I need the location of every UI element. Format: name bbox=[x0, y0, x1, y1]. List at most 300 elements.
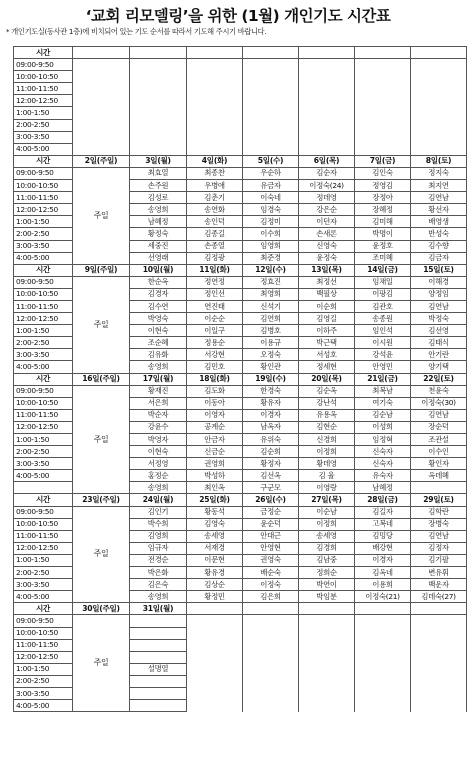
name-cell: 박영숙 bbox=[130, 313, 187, 325]
name-cell: 김은숙 bbox=[130, 579, 187, 591]
time-slot: 3:00-3:50 bbox=[14, 579, 73, 591]
name-cell: 최정선 bbox=[299, 276, 355, 288]
week-header-row bbox=[14, 373, 467, 385]
day-header: 11일(화) bbox=[187, 264, 243, 276]
time-slot: 4:00-5:00 bbox=[14, 700, 73, 712]
time-slot: 10:00-10:50 bbox=[14, 397, 73, 409]
empty-cell bbox=[243, 639, 299, 651]
schedule-row bbox=[14, 615, 467, 627]
name-cell: 송연화 bbox=[187, 204, 243, 216]
name-cell: 황재진 bbox=[130, 385, 187, 397]
time-header: 시간 bbox=[14, 373, 73, 385]
schedule-table bbox=[13, 46, 467, 712]
name-cell: 이정숙(30) bbox=[411, 397, 467, 409]
name-cell: 이동아 bbox=[187, 397, 243, 409]
time-slot: 09:00-9:50 bbox=[14, 276, 73, 288]
time-slot: 09:00-9:50 bbox=[14, 385, 73, 397]
empty-cell bbox=[411, 143, 467, 155]
empty-cell bbox=[243, 131, 299, 143]
name-cell: 김영희 bbox=[130, 530, 187, 542]
time-slot: 2:00-2:50 bbox=[14, 337, 73, 349]
empty-cell bbox=[411, 651, 467, 663]
name-cell: 권영숙 bbox=[243, 554, 299, 566]
name-cell: 김민호 bbox=[187, 361, 243, 373]
name-cell: 박성하 bbox=[187, 470, 243, 482]
empty-cell bbox=[243, 143, 299, 155]
name-cell: 김영길 bbox=[299, 313, 355, 325]
name-cell: 손종열 bbox=[187, 240, 243, 252]
name-cell: 김밍당 bbox=[355, 530, 411, 542]
empty-cell bbox=[299, 71, 355, 83]
name-cell: 강난석 bbox=[299, 397, 355, 409]
empty-cell bbox=[411, 95, 467, 107]
name-cell: 김연희 bbox=[243, 313, 299, 325]
name-cell: 임채일 bbox=[355, 276, 411, 288]
name-cell: 서강현 bbox=[187, 349, 243, 361]
empty-cell bbox=[243, 700, 299, 712]
name-cell: 손새론 bbox=[299, 228, 355, 240]
name-cell: 장순덕 bbox=[411, 421, 467, 433]
time-slot: 2:00-2:50 bbox=[14, 119, 73, 131]
empty-cell bbox=[299, 663, 355, 675]
sunday-cell bbox=[73, 59, 130, 156]
week-header-row bbox=[14, 155, 467, 167]
name-cell: 신숙자 bbox=[355, 458, 411, 470]
name-cell: 신금순 bbox=[187, 446, 243, 458]
name-cell: 이영자 bbox=[187, 409, 243, 421]
day-header: 31일(월) bbox=[130, 603, 187, 615]
name-cell: 서재경 bbox=[187, 542, 243, 554]
time-slot: 4:00-5:00 bbox=[14, 361, 73, 373]
empty-cell bbox=[411, 83, 467, 95]
name-cell: 김학란 bbox=[411, 506, 467, 518]
time-slot: 11:00-11:50 bbox=[14, 530, 73, 542]
name-cell: 천윤숙 bbox=[411, 385, 467, 397]
empty-cell bbox=[187, 143, 243, 155]
name-cell: 황유자 bbox=[243, 397, 299, 409]
name-cell: 김옥네 bbox=[355, 567, 411, 579]
time-slot: 3:00-3:50 bbox=[14, 240, 73, 252]
name-cell: 최인옥 bbox=[187, 482, 243, 494]
name-cell: 양기택 bbox=[411, 361, 467, 373]
time-slot: 1:00-1:50 bbox=[14, 216, 73, 228]
name-cell: 김병호 bbox=[243, 325, 299, 337]
empty-cell bbox=[299, 675, 355, 687]
day-header: 8일(토) bbox=[411, 155, 467, 167]
empty-cell bbox=[187, 131, 243, 143]
time-slot: 3:00-3:50 bbox=[14, 458, 73, 470]
empty-cell bbox=[411, 639, 467, 651]
name-cell: 장정아 bbox=[355, 192, 411, 204]
day-header: 26일(수) bbox=[243, 494, 299, 506]
day-header: 25일(화) bbox=[187, 494, 243, 506]
name-cell: 이수인 bbox=[411, 446, 467, 458]
empty-cell bbox=[187, 627, 243, 639]
name-cell: 황정자 bbox=[243, 458, 299, 470]
name-cell: 공계순 bbox=[187, 421, 243, 433]
name-cell: 김데숙(27) bbox=[411, 591, 467, 603]
empty-cell bbox=[130, 95, 187, 107]
name-cell: 이일구 bbox=[187, 325, 243, 337]
empty-cell bbox=[187, 675, 243, 687]
day-header: 29일(토) bbox=[411, 494, 467, 506]
name-cell: 배영생 bbox=[411, 216, 467, 228]
empty-cell bbox=[299, 131, 355, 143]
name-cell: 이문현 bbox=[187, 554, 243, 566]
time-slot: 10:00-10:50 bbox=[14, 518, 73, 530]
name-cell: 송종원 bbox=[355, 313, 411, 325]
time-slot: 1:00-1:50 bbox=[14, 325, 73, 337]
name-cell: 황정민 bbox=[187, 591, 243, 603]
schedule-row bbox=[14, 167, 467, 179]
day-header: 12일(수) bbox=[243, 264, 299, 276]
name-cell: 임경숙 bbox=[243, 204, 299, 216]
empty-cell bbox=[411, 687, 467, 699]
day-header: 14일(금) bbox=[355, 264, 411, 276]
time-slot bbox=[14, 482, 73, 494]
time-header: 시간 bbox=[14, 47, 73, 59]
name-cell: 임영희 bbox=[243, 240, 299, 252]
name-cell: 이숙네 bbox=[243, 192, 299, 204]
schedule-row bbox=[14, 506, 467, 518]
name-cell: 윤순덕 bbox=[243, 518, 299, 530]
notice-text: * 개인기도실(동사관 1층)에 비치되어 있는 기도 순서를 따라서 기도해 주시기 바랍니다. bbox=[6, 27, 267, 36]
name-cell: 송영희 bbox=[130, 482, 187, 494]
time-header: 시간 bbox=[14, 494, 73, 506]
empty-cell bbox=[355, 663, 411, 675]
name-cell: 안영현 bbox=[243, 542, 299, 554]
time-slot: 10:00-10:50 bbox=[14, 288, 73, 300]
name-cell: 박연이 bbox=[299, 579, 355, 591]
empty-cell bbox=[299, 119, 355, 131]
name-cell: 김남중 bbox=[299, 554, 355, 566]
name-cell: 김관호 bbox=[355, 300, 411, 312]
empty-cell bbox=[187, 83, 243, 95]
name-cell: 전경순 bbox=[130, 554, 187, 566]
name-cell: 강윤수 bbox=[130, 421, 187, 433]
day-header bbox=[355, 603, 411, 615]
name-cell: 김순자 bbox=[299, 167, 355, 179]
day-header: 27일(목) bbox=[299, 494, 355, 506]
name-cell: 최복남 bbox=[355, 385, 411, 397]
time-slot: 11:00-11:50 bbox=[14, 409, 73, 421]
empty-cell bbox=[187, 700, 243, 712]
name-cell bbox=[130, 615, 187, 627]
name-cell: 김연남 bbox=[411, 300, 467, 312]
name-cell: 김연남 bbox=[411, 192, 467, 204]
name-cell: 윤정숙 bbox=[299, 252, 355, 264]
time-slot: 4:00-5:00 bbox=[14, 591, 73, 603]
name-cell: 임정혁 bbox=[355, 434, 411, 446]
empty-cell bbox=[130, 59, 187, 71]
name-cell: 김선영 bbox=[411, 325, 467, 337]
sunday-cell: 주일 bbox=[73, 615, 130, 712]
page-title: ‘교회 리모델링’을 위한 (1월) 개인기도 시간표 bbox=[85, 7, 391, 25]
empty-cell bbox=[411, 59, 467, 71]
day-header: 15일(토) bbox=[411, 264, 467, 276]
name-cell: 배순숙 bbox=[243, 567, 299, 579]
empty-cell bbox=[355, 675, 411, 687]
time-slot: 09:00-9:50 bbox=[14, 167, 73, 179]
name-cell: 박임분 bbox=[299, 591, 355, 603]
day-header bbox=[411, 603, 467, 615]
time-slot: 2:00-2:50 bbox=[14, 446, 73, 458]
name-cell: 박영자 bbox=[130, 434, 187, 446]
name-cell: 김순옥 bbox=[299, 385, 355, 397]
name-cell: 최효열 bbox=[130, 167, 187, 179]
name-cell: 이정희 bbox=[299, 518, 355, 530]
week-header-row bbox=[14, 264, 467, 276]
name-cell: 배강현 bbox=[355, 542, 411, 554]
time-slot: 2:00-2:50 bbox=[14, 228, 73, 240]
week-header-row bbox=[14, 603, 467, 615]
name-cell: 이팡김 bbox=[355, 288, 411, 300]
schedule-row bbox=[14, 276, 467, 288]
empty-cell bbox=[355, 687, 411, 699]
name-cell: 강석윤 bbox=[355, 349, 411, 361]
day-header bbox=[130, 47, 187, 59]
empty-cell bbox=[355, 651, 411, 663]
name-cell: 송세영 bbox=[187, 530, 243, 542]
name-cell: 황동석 bbox=[187, 506, 243, 518]
name-cell: 김은희 bbox=[243, 591, 299, 603]
sunday-cell: 주일 bbox=[73, 506, 130, 603]
name-cell: 이정숙(24) bbox=[299, 180, 355, 192]
empty-cell bbox=[355, 700, 411, 712]
time-slot: 11:00-11:50 bbox=[14, 300, 73, 312]
name-cell bbox=[130, 627, 187, 639]
day-header-sunday: 23일(주일) bbox=[73, 494, 130, 506]
name-cell: 김상순 bbox=[187, 579, 243, 591]
day-header: 24일(월) bbox=[130, 494, 187, 506]
name-cell: 고복네 bbox=[355, 518, 411, 530]
empty-cell bbox=[130, 71, 187, 83]
time-header: 시간 bbox=[14, 603, 73, 615]
name-cell: 김 율 bbox=[299, 470, 355, 482]
name-cell bbox=[130, 639, 187, 651]
name-cell: 황정숙 bbox=[130, 228, 187, 240]
empty-cell bbox=[187, 95, 243, 107]
empty-cell bbox=[187, 687, 243, 699]
empty-cell bbox=[243, 663, 299, 675]
time-slot: 3:00-3:50 bbox=[14, 687, 73, 699]
name-cell: 이현숙 bbox=[130, 325, 187, 337]
empty-cell bbox=[187, 651, 243, 663]
time-slot: 09:00-9:50 bbox=[14, 506, 73, 518]
name-cell: 김순남 bbox=[355, 409, 411, 421]
name-cell: 임규자 bbox=[130, 542, 187, 554]
empty-cell bbox=[187, 615, 243, 627]
sunday-cell: 주일 bbox=[73, 385, 130, 494]
name-cell: 김기팔 bbox=[411, 554, 467, 566]
day-header: 4일(화) bbox=[187, 155, 243, 167]
time-slot: 1:00-1:50 bbox=[14, 663, 73, 675]
name-cell: 정세현 bbox=[299, 361, 355, 373]
time-slot: 12:00-12:50 bbox=[14, 421, 73, 433]
day-header bbox=[187, 47, 243, 59]
name-cell: 우순하 bbox=[243, 167, 299, 179]
day-header bbox=[299, 47, 355, 59]
name-cell: 김도화 bbox=[187, 385, 243, 397]
name-cell: 이용규 bbox=[243, 337, 299, 349]
name-cell: 유위숙 bbox=[243, 434, 299, 446]
name-cell: 조순혜 bbox=[130, 337, 187, 349]
name-cell: 정인선 bbox=[187, 288, 243, 300]
name-cell: 송인덕 bbox=[187, 216, 243, 228]
day-header bbox=[243, 47, 299, 59]
name-cell: 김정자 bbox=[411, 542, 467, 554]
empty-cell bbox=[187, 663, 243, 675]
time-header: 시간 bbox=[14, 264, 73, 276]
empty-cell bbox=[411, 107, 467, 119]
day-header bbox=[243, 603, 299, 615]
name-cell: 안영민 bbox=[355, 361, 411, 373]
time-slot: 12:00-12:50 bbox=[14, 651, 73, 663]
name-cell: 정영김 bbox=[355, 180, 411, 192]
day-header-sunday: 16일(주일) bbox=[73, 373, 130, 385]
name-cell: 서성호 bbox=[299, 349, 355, 361]
empty-cell bbox=[299, 700, 355, 712]
name-cell: 강은순 bbox=[299, 204, 355, 216]
day-header-sunday: 9일(주일) bbox=[73, 264, 130, 276]
name-cell: 박수희 bbox=[130, 518, 187, 530]
name-cell: 이해경 bbox=[411, 276, 467, 288]
time-slot: 12:00-12:50 bbox=[14, 204, 73, 216]
empty-cell bbox=[411, 663, 467, 675]
name-cell: 김인숙 bbox=[355, 167, 411, 179]
name-cell: 김선옥 bbox=[243, 470, 299, 482]
empty-cell bbox=[411, 131, 467, 143]
name-cell: 우병애 bbox=[187, 180, 243, 192]
empty-cell bbox=[187, 71, 243, 83]
empty-cell bbox=[355, 615, 411, 627]
name-cell bbox=[130, 651, 187, 663]
day-header: 22일(토) bbox=[411, 373, 467, 385]
day-header-sunday bbox=[73, 47, 130, 59]
name-cell: 한경숙 bbox=[243, 385, 299, 397]
name-cell: 변유휘 bbox=[411, 567, 467, 579]
name-cell: 송영희 bbox=[130, 204, 187, 216]
day-header: 6일(목) bbox=[299, 155, 355, 167]
empty-cell bbox=[299, 687, 355, 699]
time-slot: 4:00-5:00 bbox=[14, 143, 73, 155]
name-cell: 안대근 bbox=[243, 530, 299, 542]
name-cell: 황데영 bbox=[299, 458, 355, 470]
name-cell: 손주원 bbox=[130, 180, 187, 192]
empty-cell bbox=[243, 687, 299, 699]
name-cell: 최준경 bbox=[243, 252, 299, 264]
empty-cell bbox=[187, 119, 243, 131]
name-cell: 김금자 bbox=[411, 252, 467, 264]
name-cell: 이순순 bbox=[187, 313, 243, 325]
empty-cell bbox=[411, 119, 467, 131]
name-cell: 이하주 bbox=[299, 325, 355, 337]
name-cell: 황유경 bbox=[187, 567, 243, 579]
name-cell: 김연남 bbox=[411, 409, 467, 421]
week-header-row bbox=[14, 47, 467, 59]
empty-cell bbox=[299, 639, 355, 651]
empty-cell bbox=[243, 83, 299, 95]
empty-cell bbox=[299, 83, 355, 95]
time-slot: 12:00-12:50 bbox=[14, 542, 73, 554]
empty-cell bbox=[411, 615, 467, 627]
empty-cell bbox=[299, 651, 355, 663]
name-cell: 유숙자 bbox=[355, 470, 411, 482]
empty-cell bbox=[243, 675, 299, 687]
empty-cell bbox=[355, 627, 411, 639]
empty-cell bbox=[411, 675, 467, 687]
empty-cell bbox=[355, 59, 411, 71]
name-cell: 유용옥 bbox=[299, 409, 355, 421]
name-cell: 최종찬 bbox=[187, 167, 243, 179]
day-header: 18일(화) bbox=[187, 373, 243, 385]
name-cell: 이정숙 bbox=[243, 579, 299, 591]
name-cell: 김정미 bbox=[243, 216, 299, 228]
name-cell: 이정숙(21) bbox=[355, 591, 411, 603]
empty-cell bbox=[187, 639, 243, 651]
empty-cell bbox=[243, 119, 299, 131]
time-slot: 10:00-10:50 bbox=[14, 71, 73, 83]
empty-cell bbox=[411, 71, 467, 83]
name-cell: 김순희 bbox=[243, 446, 299, 458]
name-cell: 세중진 bbox=[130, 240, 187, 252]
name-cell: 이정희 bbox=[299, 446, 355, 458]
name-cell: 남옥자 bbox=[243, 421, 299, 433]
name-cell bbox=[130, 700, 187, 712]
name-cell: 서은희 bbox=[130, 397, 187, 409]
empty-cell bbox=[187, 59, 243, 71]
empty-cell bbox=[299, 143, 355, 155]
name-cell: 한순옥 bbox=[130, 276, 187, 288]
name-cell: 정희순 bbox=[299, 567, 355, 579]
schedule-row bbox=[14, 59, 467, 71]
day-header: 17일(월) bbox=[130, 373, 187, 385]
time-slot: 4:00-5:00 bbox=[14, 252, 73, 264]
day-header: 13일(목) bbox=[299, 264, 355, 276]
time-slot: 09:00-9:50 bbox=[14, 615, 73, 627]
time-slot: 3:00-3:50 bbox=[14, 349, 73, 361]
name-cell: 이성희 bbox=[355, 421, 411, 433]
empty-cell bbox=[243, 71, 299, 83]
empty-cell bbox=[355, 119, 411, 131]
name-cell: 옥데혜 bbox=[411, 470, 467, 482]
name-cell: 김인기 bbox=[130, 506, 187, 518]
name-cell: 김미해 bbox=[355, 216, 411, 228]
name-cell: 구군모 bbox=[243, 482, 299, 494]
day-header bbox=[355, 47, 411, 59]
day-header: 3일(월) bbox=[130, 155, 187, 167]
day-header: 5일(수) bbox=[243, 155, 299, 167]
time-slot: 3:00-3:50 bbox=[14, 131, 73, 143]
name-cell: 선영래 bbox=[130, 252, 187, 264]
name-cell: 임인석 bbox=[355, 325, 411, 337]
name-cell: 반성숙 bbox=[411, 228, 467, 240]
day-header: 7일(금) bbox=[355, 155, 411, 167]
name-cell: 정데영 bbox=[299, 192, 355, 204]
name-cell: 박정숙 bbox=[411, 313, 467, 325]
empty-cell bbox=[411, 627, 467, 639]
empty-cell bbox=[243, 615, 299, 627]
time-slot: 4:00-5:00 bbox=[14, 470, 73, 482]
empty-cell bbox=[130, 119, 187, 131]
schedule-row bbox=[14, 385, 467, 397]
empty-cell bbox=[243, 651, 299, 663]
name-cell: 송영희 bbox=[130, 591, 187, 603]
name-cell: 박순자 bbox=[130, 409, 187, 421]
empty-cell bbox=[243, 95, 299, 107]
name-cell bbox=[130, 687, 187, 699]
name-cell: 김춘기 bbox=[187, 192, 243, 204]
